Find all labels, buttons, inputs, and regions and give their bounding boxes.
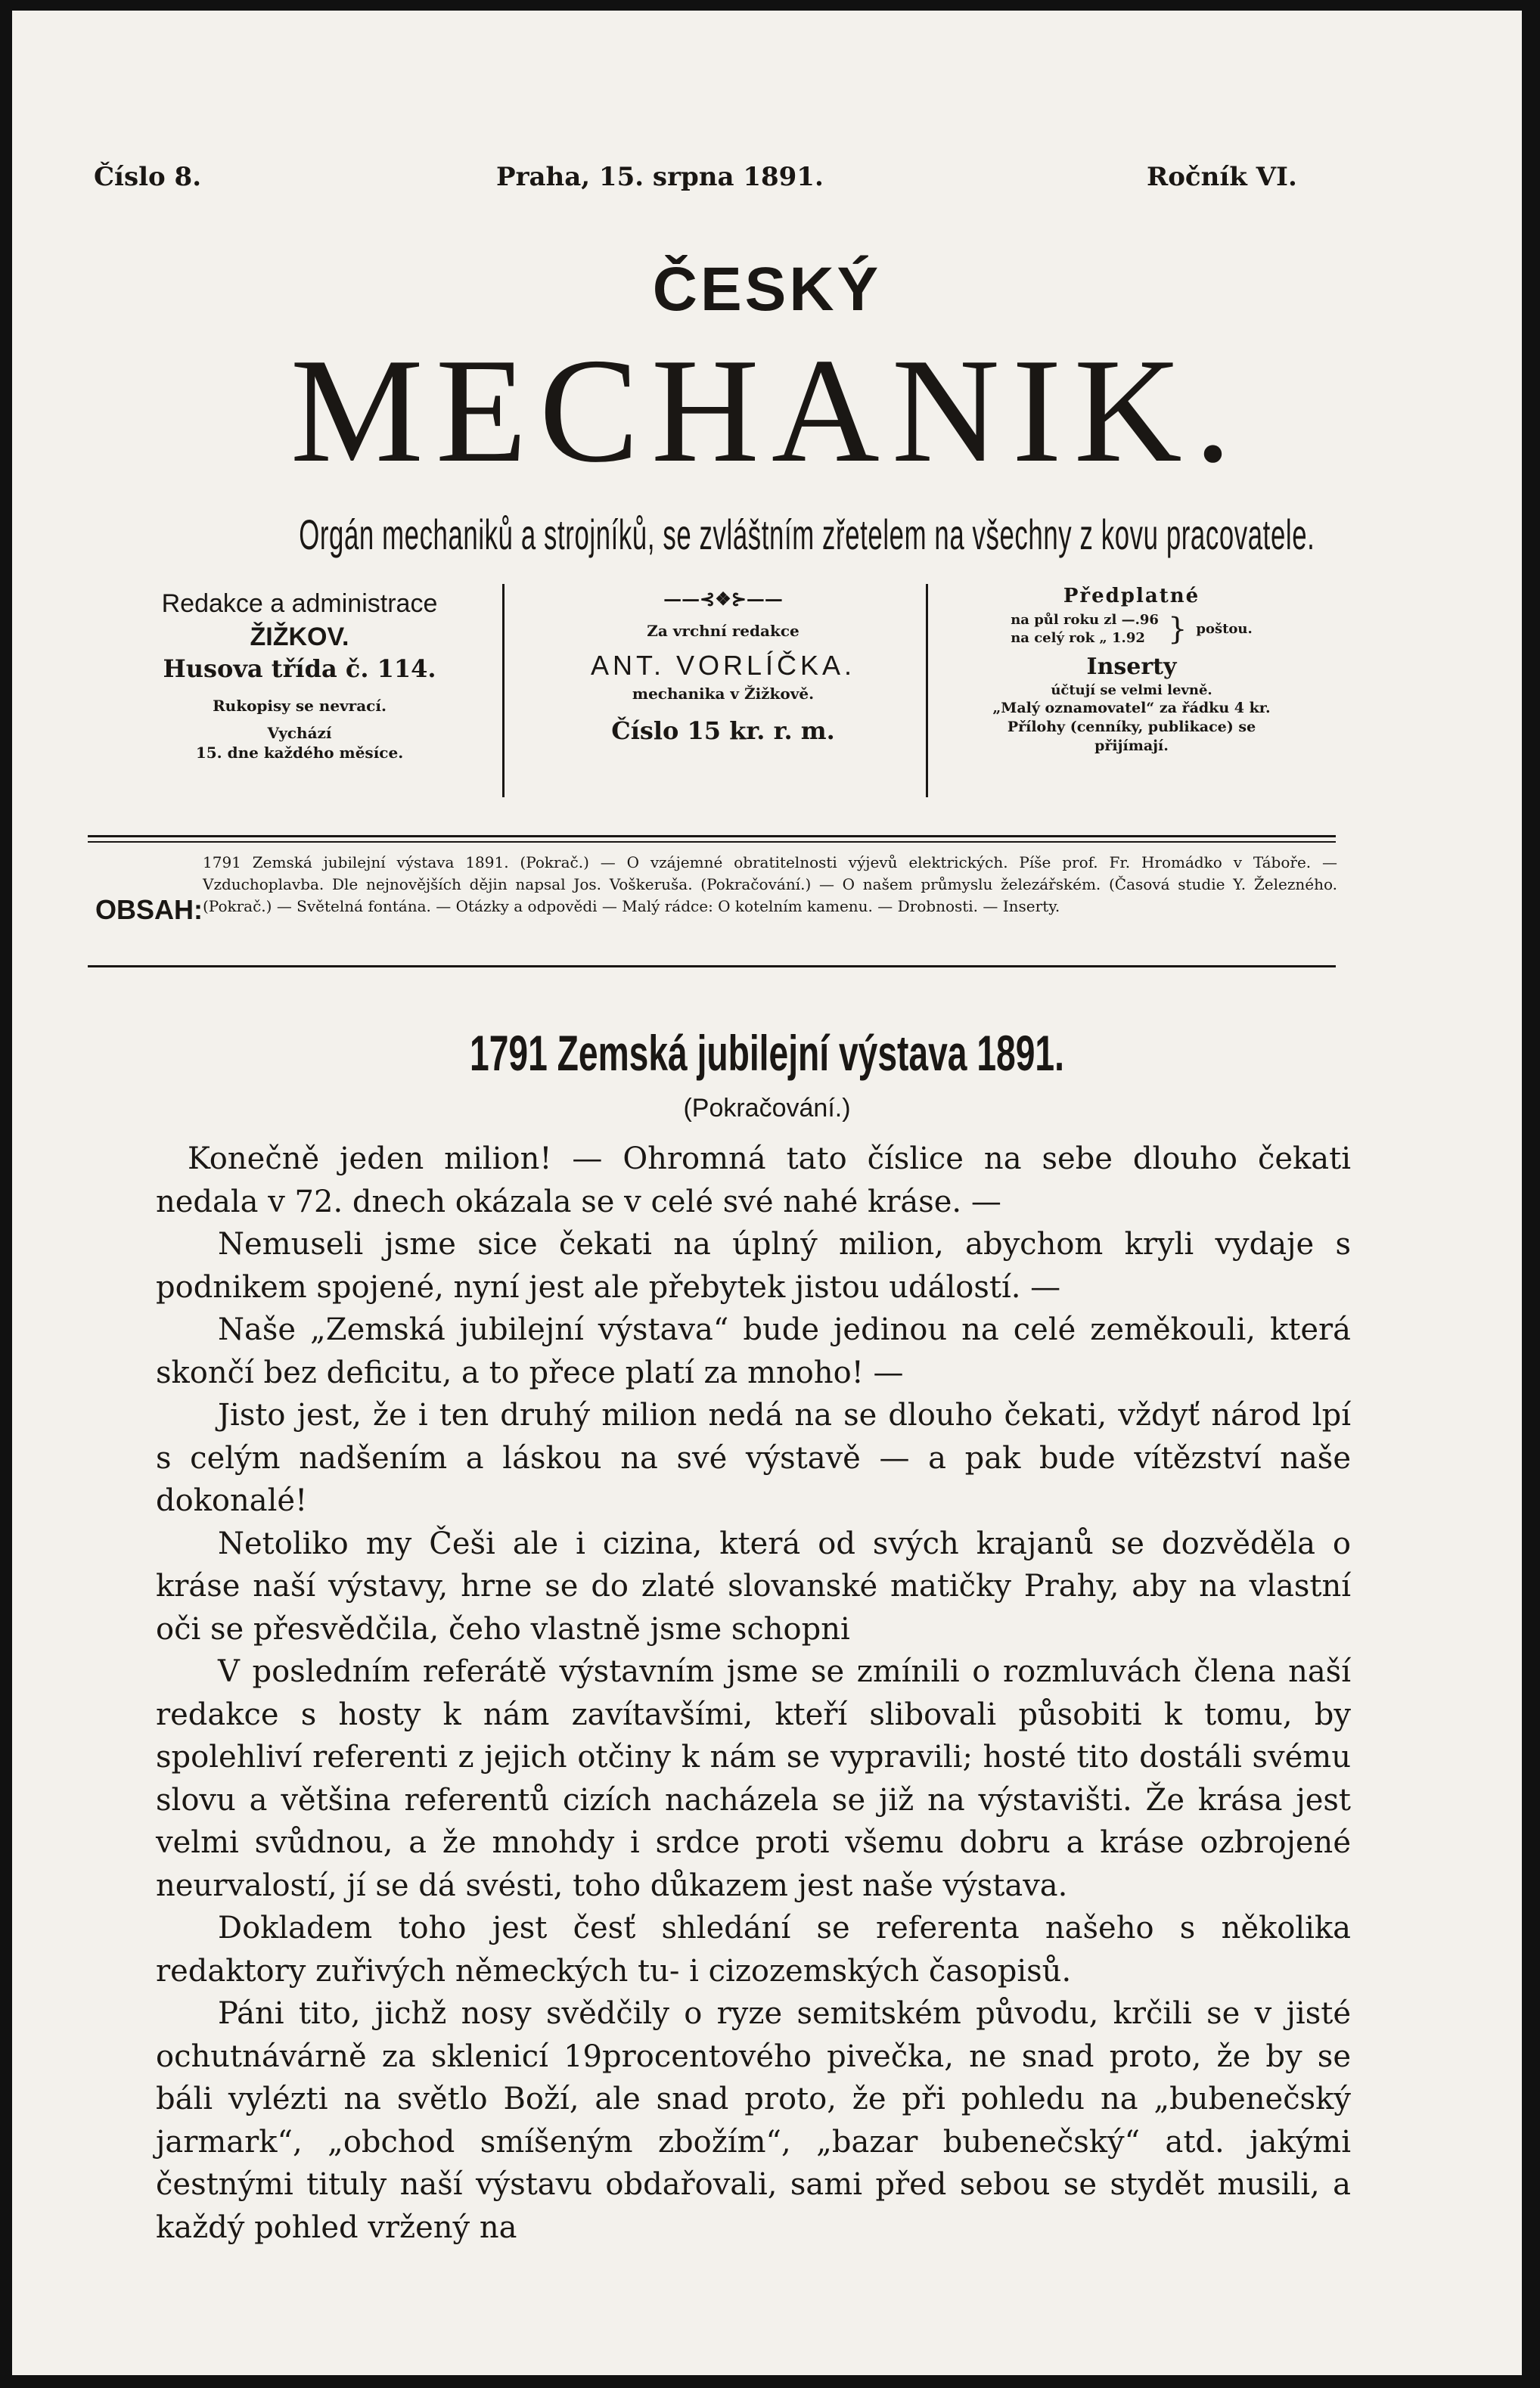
redakce-address: Husova třída č. 114. [163, 654, 436, 684]
issue-number: Číslo 8. [94, 162, 202, 192]
masthead-kicker: ČESKÝ [652, 255, 882, 324]
article-subtitle: (Pokračování.) [683, 1094, 851, 1123]
masthead-title: MECHANIK. [290, 328, 1244, 493]
paragraph: V posledním referátě výstavním jsme se zmínili o rozmluvách člena naší redakce s hosty k nám zavítavšími, kteří slibovali působiti k tomu, by spolehliví referenti z jejich otčiny k nám se vypravili; hosté tito dostáli svému slovu a většina referentů cizích nacházela se již na výstavišti. Že krása jest velmi svůdnou, a že mnohdy i srdce proti všemu dobru a kráse ozbrojené neurvalostí, jí se dá svésti, toho důkazem jest naše výstava. [156, 1654, 1351, 1903]
editor-name: ANT. VORLÍČKA. [590, 650, 856, 682]
postage-note: poštou. [1196, 621, 1253, 638]
article-title: 1791 Zemská jubilejní výstava 1891. [470, 1025, 1064, 1081]
publication-day: 15. dne každého měsíce. [195, 743, 404, 762]
inserts-line: účtují se velmi levně. [1051, 682, 1212, 698]
info-right [935, 584, 1328, 755]
paragraph: Dokladem toho jest česť shledání se referenta našeho s několika redaktory zuřivých německých tu- i cizozemských časopisů. [156, 1911, 1351, 1989]
brace: } [1167, 611, 1188, 647]
paragraph: Netoliko my Češi ale i cizina, která od svých krajanů se dozvěděla o kráse naší výstavy, hrne se do zlaté slovanské matičky Prahy, aby na vlastní oči se přesvědčila, čeho vlastně jsme schopni [156, 1526, 1351, 1647]
subscription-rates [935, 610, 1328, 649]
rate-full-year: na celý rok „ 1.92 [1011, 629, 1145, 646]
info-left [88, 587, 511, 762]
place-date: Praha, 15. srpna 1891. [496, 162, 824, 192]
publication-label: Vychází [267, 723, 332, 742]
contents-label: OBSAH: [95, 894, 203, 925]
redakce-label: Redakce a administrace [161, 589, 438, 618]
paragraph: Jisto jest, že i ten druhý milion nedá na se dlouho čekati, vždyť národ lpí s celým nadšením a láskou na své výstavě — a pak bude vítězství naše dokonalé! [156, 1398, 1351, 1518]
masthead-subtitle: Orgán mechaniků a strojníků, se zvláštním zřetelem na všechny z kovu pracovatele. [299, 511, 1315, 558]
article-body [156, 1138, 1351, 2249]
inserts-line: přijímají. [1094, 737, 1169, 754]
inserts-line: „Malý oznamovatel“ za řádku 4 kr. [992, 700, 1271, 717]
subscription-heading: Předplatné [1063, 585, 1200, 607]
column-divider [926, 584, 928, 797]
info-center [511, 587, 935, 747]
manuscripts-note: Rukopisy se nevrací. [213, 696, 387, 715]
editor-profession: mechanika v Žižkově. [632, 684, 815, 703]
divider [88, 841, 1336, 843]
newspaper-page [12, 11, 1522, 2375]
paragraph: Konečně jeden milion! — Ohromná tato číslice na sebe dlouho čekati nedala v 72. dnech okázala se v celé své nahé kráse. — [156, 1141, 1351, 1219]
paragraph: Nemuseli jsme sice čekati na úplný milion, abychom kryli vydaje s podnikem spojené, nyní jest ale přebytek jistou událostí. — [156, 1227, 1351, 1305]
inserts-line: Přílohy (cenníky, publikace) se [1007, 718, 1256, 735]
divider [88, 965, 1336, 967]
contents-text: 1791 Zemská jubilejní výstava 1891. (Pokrač.) — O vzájemné obratitelnosti výjevů elektrických. Píše prof. Fr. Hromádko v Táboře. — Vzduchoplavba. Dle nejnovějších dějin napsal Jos. Voškeruša. (Pokračování.) — O našem průmyslu železářském. (Časová studie Y. Železného. (Pokrač.) — Světelná fontána. — Otázky a odpovědi — Malý rádce: O kotelním kamenu. — Drobnosti. — Inserty. [203, 853, 1337, 915]
volume-number: Ročník VI. [1147, 162, 1297, 192]
column-divider [502, 584, 505, 797]
paragraph: Naše „Zemská jubilejní výstava“ bude jedinou na celé zeměkouli, která skončí bez deficitu, a to přece platí za mnoho! — [156, 1312, 1351, 1390]
inserts-heading: Inserty [1086, 653, 1177, 680]
divider [88, 835, 1336, 837]
redakce-city: ŽIŽKOV. [250, 623, 349, 652]
ornament: ——⊰❖⊱—— [663, 588, 783, 610]
rate-half-year: na půl roku zl —.96 [1011, 612, 1159, 629]
issue-price: Číslo 15 kr. r. m. [611, 716, 835, 745]
editor-label: Za vrchní redakce [647, 622, 799, 641]
paragraph: Páni tito, jichž nosy svědčily o ryze semitském původu, krčili se v jisté ochutnávárně za sklenicí 19procentového pivečka, ne snad proto, že by se báli vylézti na světlo Boží, ale snad proto, že při pohledu na „bubenečský jarmark“, „obchod smíšeným zbožím“, „bazar bubenečský“ atd. jakými čestnými tituly naší výstavu obdařovali, sami před sebou se stydět musili, a každý pohled vržený na [156, 1996, 1351, 2245]
